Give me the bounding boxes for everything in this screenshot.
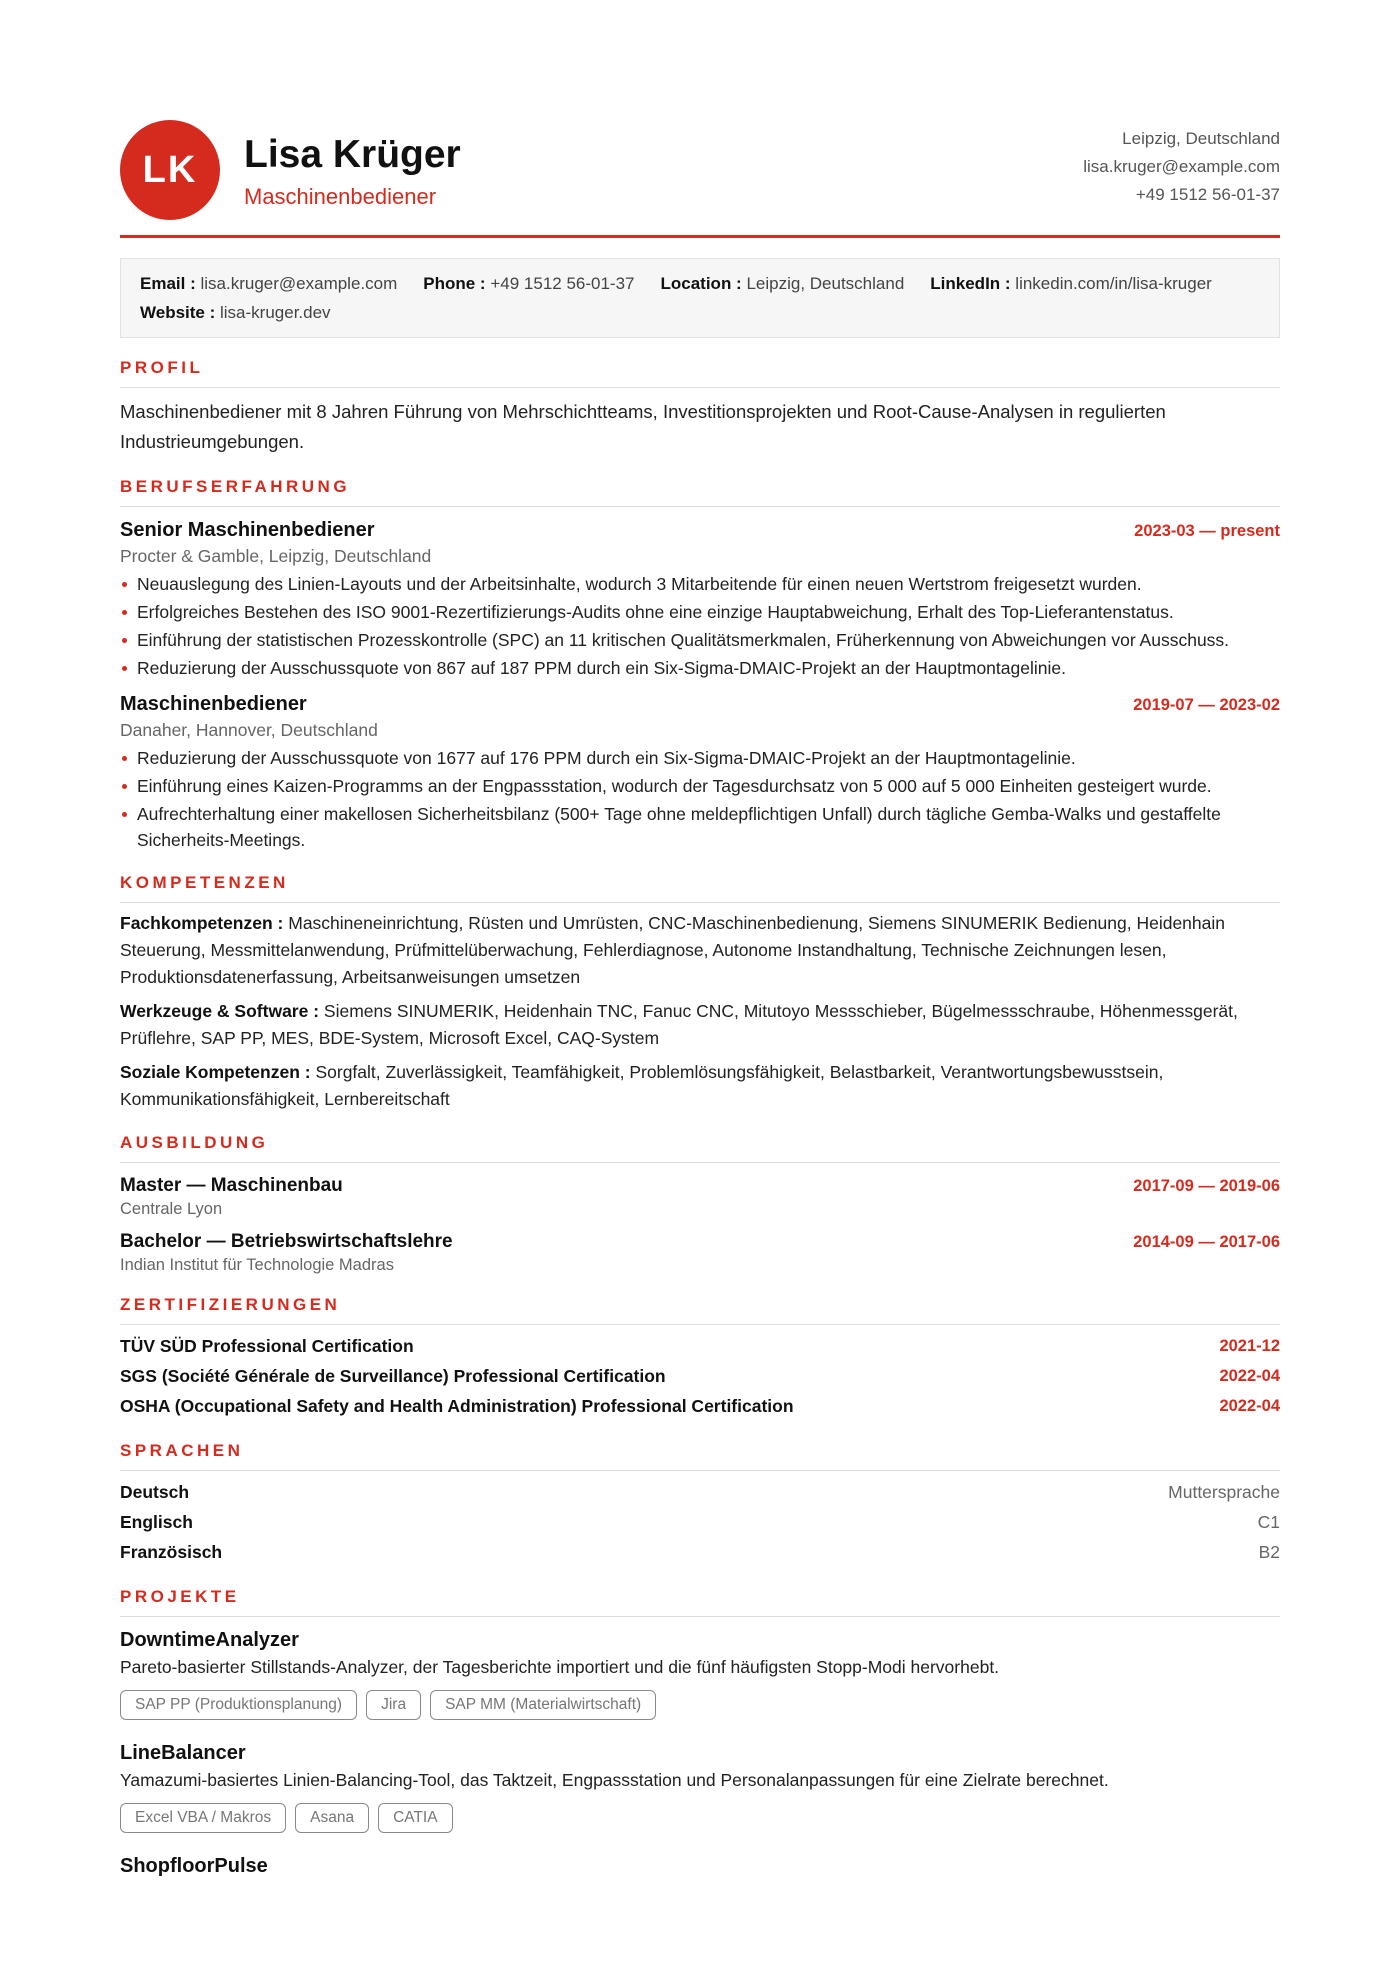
- language-name: Französisch: [120, 1542, 223, 1562]
- project-tag: Excel VBA / Makros: [120, 1803, 286, 1833]
- language-level: Muttersprache: [1168, 1482, 1280, 1502]
- language-level: C1: [1257, 1512, 1280, 1532]
- certification-name: SGS (Société Générale de Surveillance) Professional Certification: [120, 1366, 666, 1386]
- contact-value: +49 1512 56-01-37: [490, 274, 635, 293]
- contact-label: LinkedIn :: [930, 274, 1011, 293]
- project-tag: Asana: [295, 1803, 369, 1833]
- contact-email[interactable]: [140, 269, 397, 298]
- section-title-skills: KOMPETENZEN: [120, 873, 1280, 903]
- certification-name: TÜV SÜD Professional Certification: [120, 1336, 414, 1356]
- project-name: DowntimeAnalyzer: [120, 1629, 299, 1651]
- job-head: [120, 519, 1280, 542]
- person-name: Lisa Krüger: [244, 132, 461, 176]
- project-tag: SAP MM (Materialwirtschaft): [430, 1690, 656, 1720]
- education-date: 2017-09 — 2019-06: [1133, 1177, 1280, 1195]
- job-date: 2019-07 — 2023-02: [1133, 696, 1280, 714]
- skill-label: Soziale Kompetenzen :: [120, 1062, 311, 1082]
- project-tags: [120, 1803, 1280, 1833]
- education-date: 2014-09 — 2017-06: [1133, 1233, 1280, 1251]
- certification-date: 2021-12: [1219, 1337, 1280, 1355]
- certification-name: OSHA (Occupational Safety and Health Administration) Professional Certification: [120, 1396, 794, 1416]
- project-entry: [120, 1629, 1280, 1720]
- certification-item: [120, 1391, 1280, 1421]
- job-bullets: [120, 745, 1280, 853]
- person-role: Maschinenbediener: [244, 184, 437, 210]
- header-location: Leipzig, Deutschland: [1122, 129, 1280, 148]
- job-head: [120, 693, 1280, 716]
- contact-value: linkedin.com/in/lisa-kruger: [1015, 274, 1212, 293]
- job-title: Senior Maschinenbediener: [120, 519, 375, 541]
- job-date: 2023-03 — present: [1134, 522, 1280, 540]
- education-head: [120, 1175, 1280, 1197]
- contact-label: Phone :: [423, 274, 486, 293]
- skill-group: [120, 910, 1280, 991]
- avatar: LK: [120, 120, 220, 220]
- project-entry: [120, 1855, 1280, 1878]
- contact-value: lisa-kruger.dev: [220, 303, 331, 322]
- project-tag: SAP PP (Produktionsplanung): [120, 1690, 357, 1720]
- section-title-education: AUSBILDUNG: [120, 1133, 1280, 1163]
- contact-phone[interactable]: [423, 269, 634, 298]
- job-bullet: Reduzierung der Ausschussquote von 1677 auf 176 PPM durch ein Six-Sigma-DMAIC-Projekt an der Hauptmontagelinie.: [120, 745, 1280, 771]
- job-bullets: [120, 571, 1280, 681]
- skill-value: Siemens SINUMERIK, Heidenhain TNC, Fanuc CNC, Mitutoyo Messschieber, Bügelmessschraube, Höhenmessgerät, Prüflehre, SAP PP, MES, BDE-System, Microsoft Excel, CAQ-System: [120, 1001, 1238, 1048]
- resume-header: [120, 120, 1280, 238]
- job-bullet: Neuauslegung des Linien-Layouts und der Arbeitsinhalte, wodurch 3 Mitarbeitende für einen neuen Wertstrom freigesetzt wurden.: [120, 571, 1280, 597]
- contact-linkedin[interactable]: [930, 269, 1212, 298]
- header-phone[interactable]: +49 1512 56-01-37: [1135, 185, 1280, 204]
- certification-date: 2022-04: [1219, 1367, 1280, 1385]
- contact-label: Website :: [140, 303, 216, 322]
- skill-group: [120, 1059, 1280, 1113]
- name-block: [244, 130, 461, 211]
- education-head: [120, 1231, 1280, 1253]
- job-bullet: Erfolgreiches Bestehen des ISO 9001-Rezertifizierungs-Audits ohne eine einzige Hauptabweichung, Erhalt des Top-Lieferantenstatus.: [120, 599, 1280, 625]
- job-bullet: Einführung der statistischen Prozesskontrolle (SPC) an 11 kritischen Qualitätsmerkmalen, Früherkennung von Abweichungen vor Ausschuss.: [120, 627, 1280, 653]
- section-title-languages: SPRACHEN: [120, 1441, 1280, 1471]
- certification-item: [120, 1361, 1280, 1391]
- certification-item: [120, 1331, 1280, 1361]
- project-description: Pareto-basierter Stillstands-Analyzer, der Tagesberichte importiert und die fünf häufigsten Stopp-Modi hervorhebt.: [120, 1657, 1000, 1677]
- section-title-projects: PROJEKTE: [120, 1587, 1280, 1617]
- language-item: [120, 1507, 1280, 1537]
- language-name: Englisch: [120, 1512, 193, 1532]
- job-entry: [120, 519, 1280, 681]
- project-name: ShopfloorPulse: [120, 1855, 268, 1877]
- skill-label: Werkzeuge & Software :: [120, 1001, 320, 1021]
- language-item: [120, 1537, 1280, 1567]
- skill-value: Maschineneinrichtung, Rüsten und Umrüsten, CNC-Maschinenbedienung, Siemens SINUMERIK Bedienung, Heidenhain Steuerung, Messmittelanwendung, Prüfmittelüberwachung, Fehlerdiagnose, Autonome Instandhaltung, Technische Zeichnungen lesen, Produktionsdatenerfassung, Arbeitsanweisungen umsetzen: [120, 913, 1226, 987]
- education-school: Indian Institut für Technologie Madras: [120, 1256, 394, 1274]
- education-entry: [120, 1175, 1280, 1219]
- education-title: Bachelor — Betriebswirtschaftslehre: [120, 1231, 453, 1252]
- contact-box: [120, 258, 1280, 338]
- contact-row: [140, 298, 1260, 327]
- skill-value: Sorgfalt, Zuverlässigkeit, Teamfähigkeit, Problemlösungsfähigkeit, Belastbarkeit, Verantwortungsbewusstsein, Kommunikationsfähigkeit, Lernbereitschaft: [120, 1062, 1164, 1109]
- header-email[interactable]: lisa.kruger@example.com: [1083, 157, 1280, 176]
- language-list: [120, 1477, 1280, 1567]
- education-school: Centrale Lyon: [120, 1200, 223, 1218]
- job-title: Maschinenbediener: [120, 693, 307, 715]
- header-identity: [120, 120, 461, 220]
- project-name: LineBalancer: [120, 1742, 246, 1764]
- certification-date: 2022-04: [1219, 1397, 1280, 1415]
- skill-group: [120, 998, 1280, 1052]
- project-tag: Jira: [366, 1690, 421, 1720]
- contact-label: Email :: [140, 274, 196, 293]
- language-level: B2: [1258, 1542, 1280, 1562]
- language-name: Deutsch: [120, 1482, 190, 1502]
- contact-value: lisa.kruger@example.com: [200, 274, 398, 293]
- language-item: [120, 1477, 1280, 1507]
- project-entry: [120, 1742, 1280, 1833]
- certification-list: [120, 1331, 1280, 1421]
- section-title-profile: PROFIL: [120, 358, 1280, 388]
- job-bullet: Reduzierung der Ausschussquote von 867 auf 187 PPM durch ein Six-Sigma-DMAIC-Projekt an der Hauptmontagelinie.: [120, 655, 1280, 681]
- contact-label: Location :: [660, 274, 742, 293]
- education-title: Master — Maschinenbau: [120, 1175, 343, 1196]
- contact-location: [661, 269, 905, 298]
- header-contact: [1083, 125, 1280, 209]
- profile-text: Maschinenbediener mit 8 Jahren Führung von Mehrschichtteams, Investitionsprojekten und Root-Cause-Analysen in regulierten Industrieumgebungen.: [120, 401, 1166, 452]
- project-description: Yamazumi-basiertes Linien-Balancing-Tool, das Taktzeit, Engpassstation und Personalanpassungen für eine Zielrate berechnet.: [120, 1770, 1109, 1790]
- job-company: Danaher, Hannover, Deutschland: [120, 720, 378, 740]
- job-bullet: Aufrechterhaltung einer makellosen Sicherheitsbilanz (500+ Tage ohne meldepflichtigen Unfall) durch tägliche Gemba-Walks und gestaffelte Sicherheits-Meetings.: [120, 801, 1280, 853]
- job-bullet: Einführung eines Kaizen-Programms an der Engpassstation, wodurch der Tagesdurchsatz von 5 000 auf 5 000 Einheiten gesteigert wurde.: [120, 773, 1280, 799]
- project-tags: [120, 1690, 1280, 1720]
- project-tag: CATIA: [378, 1803, 453, 1833]
- section-title-certifications: ZERTIFIZIERUNGEN: [120, 1295, 1280, 1325]
- skill-label: Fachkompetenzen :: [120, 913, 284, 933]
- education-entry: [120, 1231, 1280, 1275]
- contact-value: Leipzig, Deutschland: [746, 274, 905, 293]
- job-company: Procter & Gamble, Leipzig, Deutschland: [120, 546, 432, 566]
- section-title-experience: BERUFSERFAHRUNG: [120, 477, 1280, 507]
- contact-row: [140, 269, 1260, 298]
- contact-website[interactable]: [140, 298, 331, 327]
- job-entry: [120, 693, 1280, 853]
